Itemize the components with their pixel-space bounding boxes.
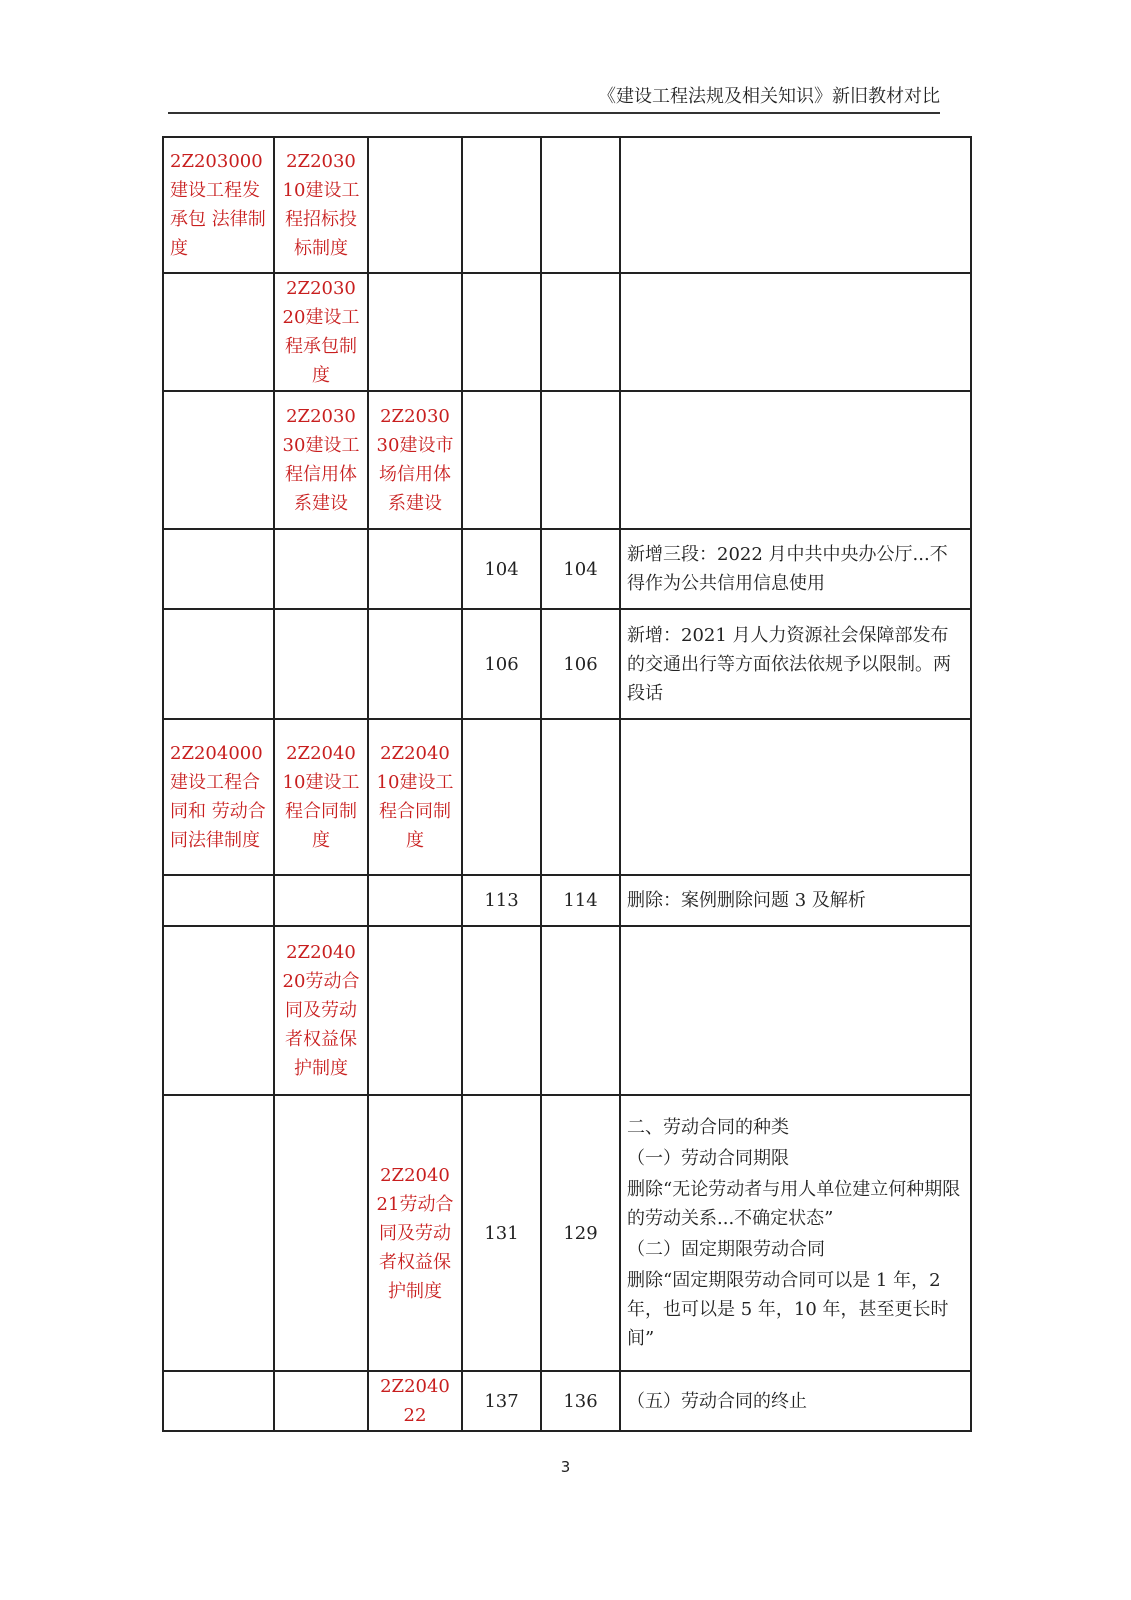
table-row [163, 875, 971, 926]
change-description-cell [620, 875, 971, 926]
subsection-cell [368, 137, 462, 273]
table-row [163, 137, 971, 273]
subsection-cell [368, 875, 462, 926]
old-page-cell [462, 926, 541, 1095]
old-page-cell: 131 [462, 1095, 541, 1371]
chapter-cell [163, 529, 274, 609]
change-description-cell [620, 529, 971, 609]
subsection-cell: 2Z204022 [368, 1371, 462, 1431]
change-description-line: 删除“无论劳动者与用人单位建立何种期限的劳动关系...不确定状态” [627, 1179, 961, 1229]
change-description-cell [620, 609, 971, 719]
change-description-cell [620, 1095, 971, 1371]
chapter-cell [163, 609, 274, 719]
table-row [163, 926, 971, 1095]
chapter-cell [163, 1371, 274, 1431]
subsection-cell: 2Z204010建设工程合同制度 [368, 719, 462, 875]
table-row [163, 1371, 971, 1431]
subsection-cell [368, 609, 462, 719]
chapter-cell: 2Z204000建设工程合同和 劳动合同法律制度 [163, 719, 274, 875]
old-page-cell [462, 391, 541, 529]
section-cell: 2Z203030建设工程信用体系建设 [274, 391, 368, 529]
section-cell: 2Z203020建设工程承包制度 [274, 273, 368, 391]
change-description-cell [620, 273, 971, 391]
section-cell [274, 529, 368, 609]
table-row [163, 391, 971, 529]
table-row [163, 719, 971, 875]
section-cell [274, 875, 368, 926]
page-number: 3 [560, 1458, 571, 1476]
section-cell: 2Z203010建设工程招标投标制度 [274, 137, 368, 273]
change-description-cell [620, 719, 971, 875]
section-cell [274, 1095, 368, 1371]
old-page-cell: 106 [462, 609, 541, 719]
table-row [163, 529, 971, 609]
page-header [168, 84, 940, 114]
comparison-table [162, 136, 972, 1432]
chapter-cell [163, 926, 274, 1095]
section-cell: 2Z204020劳动合同及劳动者权益保护制度 [274, 926, 368, 1095]
change-description-cell [620, 1371, 971, 1431]
change-description-line: 删除“固定期限劳动合同可以是 1 年，2 年，也可以是 5 年，10 年，甚至更长时间” [627, 1270, 949, 1349]
table-row [163, 1095, 971, 1371]
old-page-cell [462, 719, 541, 875]
new-page-cell [541, 273, 620, 391]
change-description-line: （五）劳动合同的终止 [627, 1390, 807, 1412]
change-description-cell [620, 137, 971, 273]
new-page-cell: 104 [541, 529, 620, 609]
section-cell [274, 609, 368, 719]
new-page-cell: 114 [541, 875, 620, 926]
change-description-line: （二）固定期限劳动合同 [627, 1239, 825, 1260]
new-page-cell: 129 [541, 1095, 620, 1371]
chapter-cell: 2Z203000建设工程发承包 法律制度 [163, 137, 274, 273]
change-description-cell [620, 391, 971, 529]
chapter-cell [163, 273, 274, 391]
table-row [163, 609, 971, 719]
subsection-cell [368, 273, 462, 391]
section-cell [274, 1371, 368, 1431]
subsection-cell: 2Z203030建设市场信用体系建设 [368, 391, 462, 529]
subsection-cell [368, 529, 462, 609]
new-page-cell [541, 926, 620, 1095]
old-page-cell: 137 [462, 1371, 541, 1431]
new-page-cell [541, 391, 620, 529]
change-description-cell [620, 926, 971, 1095]
new-page-cell: 136 [541, 1371, 620, 1431]
new-page-cell: 106 [541, 609, 620, 719]
change-description-line: 新增三段：2022 月中共中央办公厅...不得作为公共信用信息使用 [627, 544, 948, 594]
chapter-cell [163, 391, 274, 529]
change-description-line: 新增：2021 月人力资源社会保障部发布的交通出行等方面依法依规予以限制。两段话 [627, 624, 951, 704]
new-page-cell [541, 719, 620, 875]
subsection-cell [368, 926, 462, 1095]
old-page-cell: 104 [462, 529, 541, 609]
section-cell: 2Z204010建设工程合同制度 [274, 719, 368, 875]
old-page-cell [462, 137, 541, 273]
change-description-line: 二、劳动合同的种类 [627, 1117, 789, 1138]
change-description-line: 删除：案例删除问题 3 及解析 [627, 890, 866, 911]
change-description-line: （一）劳动合同期限 [627, 1148, 789, 1169]
chapter-cell [163, 875, 274, 926]
old-page-cell [462, 273, 541, 391]
subsection-cell: 2Z204021劳动合同及劳动者权益保护制度 [368, 1095, 462, 1371]
chapter-cell [163, 1095, 274, 1371]
old-page-cell: 113 [462, 875, 541, 926]
table-row [163, 273, 971, 391]
new-page-cell [541, 137, 620, 273]
header-title: 《建设工程法规及相关知识》新旧教材对比 [598, 86, 940, 107]
